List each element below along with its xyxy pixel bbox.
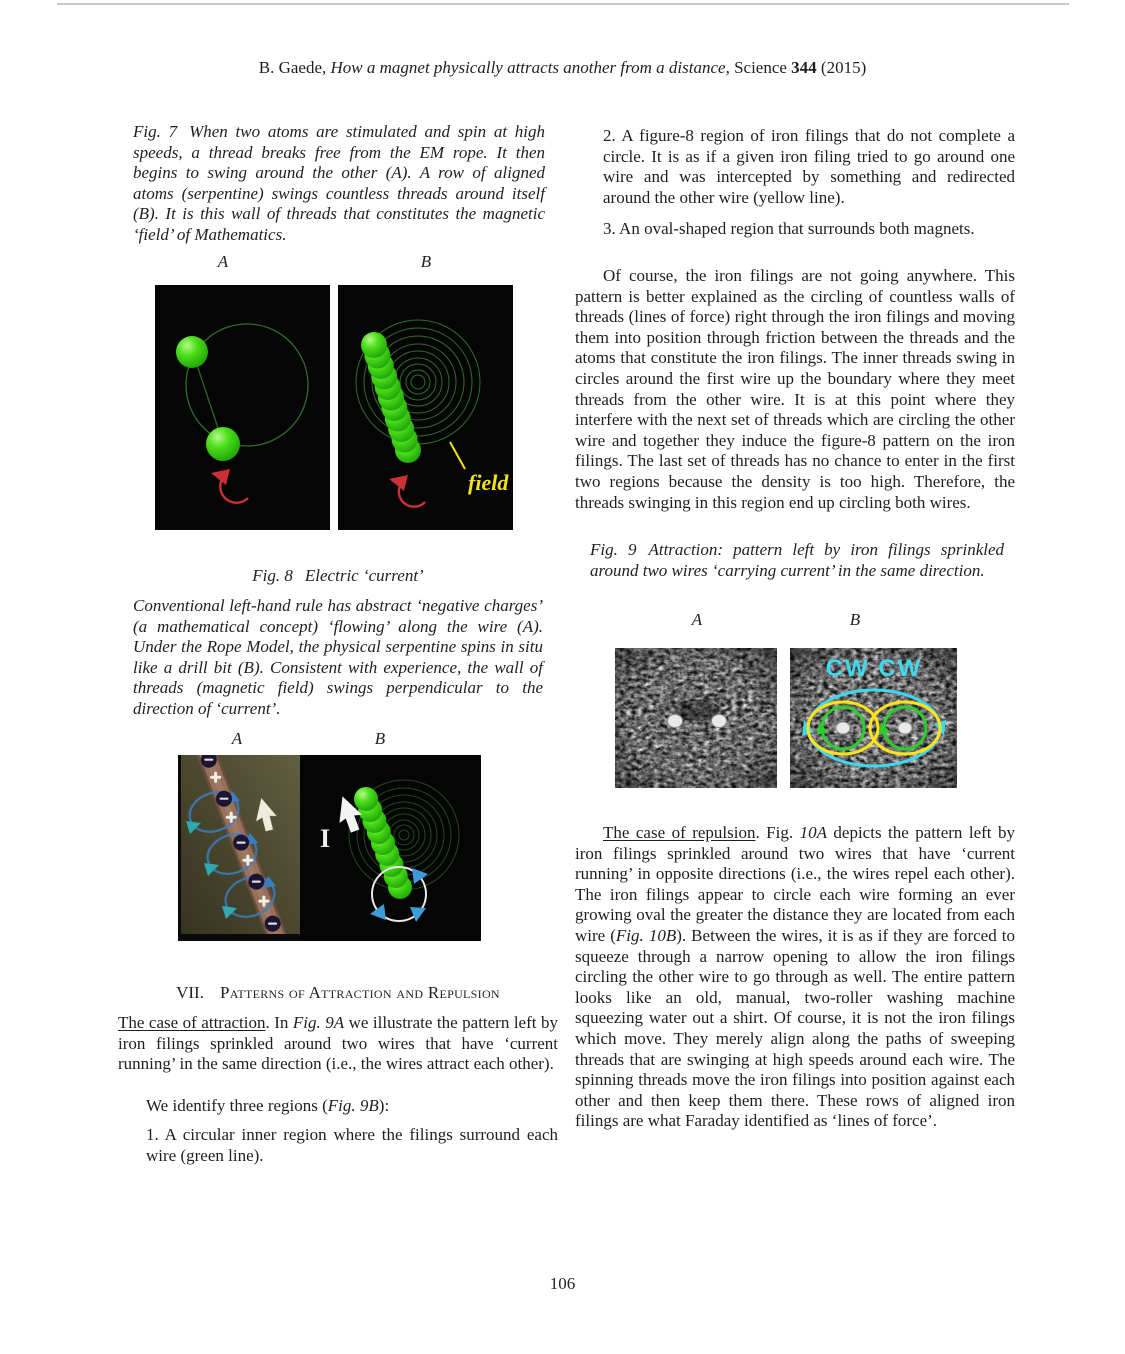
wire-dot xyxy=(712,715,727,728)
attraction-paragraph xyxy=(118,1013,558,1075)
identify-text: We identify three regions ( xyxy=(146,1096,328,1115)
section-heading xyxy=(118,983,558,1003)
fig9-caption-text: Attraction: pattern left by iron filings sprinkled around two wires ‘carrying current’ in the same direction. xyxy=(590,540,1005,580)
list-item-3: 3. An oval-shaped region that surrounds both magnets. xyxy=(603,219,975,238)
attraction-text: . In xyxy=(265,1013,293,1032)
fig7-panel-a-image xyxy=(155,285,330,530)
header-paper-title: How a magnet physically attracts another from a distance xyxy=(330,58,726,77)
fig7-panel-b-label: B xyxy=(420,252,432,271)
header-journal: , Science xyxy=(725,58,792,77)
fig7-caption xyxy=(133,122,545,246)
list-item-1: 1. A circular inner region where the filings surround each wire (green line). xyxy=(146,1125,558,1165)
fig10b-reference: Fig. 10B xyxy=(615,925,677,945)
repulsion-lead: The case of repulsion xyxy=(603,823,756,842)
left-column xyxy=(118,0,558,1354)
fig9-panel-b-label: B xyxy=(849,610,861,629)
fig9b-reference: Fig. 9B xyxy=(327,1096,379,1115)
atom-ball xyxy=(206,427,240,461)
fig8-panel-a-image xyxy=(178,755,300,941)
section-number: VII. xyxy=(176,983,204,1002)
attraction-text: we illustrate the pattern left by iron filings sprinkled around two wires that have ‘current running’ in the same direction (i.e., the wires attract each other). xyxy=(118,1013,558,1074)
fig8-caption xyxy=(118,566,558,587)
fig7-caption-label: Fig. 7 xyxy=(133,122,178,141)
fig7-caption-text: When two atoms are stimulated and spin at high speeds, a thread breaks free from the EM rope. It then begins to swing around the other (A). A row of aligned atoms (serpentine) swings countless threads around itself (B). It is this wall of threads that constitutes the magnetic ‘field’ of Mathematics. xyxy=(133,122,545,244)
identify-line xyxy=(118,1096,558,1117)
wire-dot xyxy=(898,722,912,734)
fig10a-reference: 10A xyxy=(799,823,827,842)
fig8-panel-a-label: A xyxy=(231,729,243,748)
header-volume: 344 xyxy=(791,58,817,77)
header-year: (2015) xyxy=(816,58,867,77)
wire-dot xyxy=(668,715,683,728)
repulsion-text: depicts the pattern left by iron filings sprinkled around two wires that have ‘current running’ in opposite directions (i.e., the wires repel each other). The iron filings appear to circle each wire forming an ever growing oval the greater the distance they are located from each wire ( xyxy=(575,823,1015,945)
header-authors: B. Gaede, xyxy=(258,58,331,77)
fig9-caption-label: Fig. 9 xyxy=(590,540,637,559)
fig7-panel-a-label: A xyxy=(217,252,229,271)
list-item-2: 2. A figure-8 region of iron filings that do not complete a circle. It is as if a given iron filing tried to go around one wire and was intercepted by something and redirected around the other wire (yellow line). xyxy=(603,126,1015,207)
fig8-caption-title: Electric ‘current’ xyxy=(304,566,424,585)
fig8-panel-b-label: B xyxy=(374,729,386,748)
fig8-panel-b-image xyxy=(300,755,481,941)
wire-dot xyxy=(836,722,850,734)
identify-text: ): xyxy=(378,1096,390,1115)
fig9-panel-a-image xyxy=(615,648,777,788)
repulsion-text: . Fig. xyxy=(755,823,800,842)
page-number: 106 xyxy=(549,1274,576,1293)
fig8-caption-label: Fig. 8 xyxy=(252,566,293,585)
right-column xyxy=(575,0,1015,1354)
attraction-lead: The case of attraction xyxy=(118,1013,266,1032)
fig9-panel-a-label: A xyxy=(691,610,703,629)
fig9-caption xyxy=(590,540,1004,581)
fig7-panel-b-image xyxy=(338,285,513,530)
field-annotation: field xyxy=(468,470,509,495)
repulsion-text: ). Between the wires, it is as if they are forced to squeeze through a narrow opening to allow the iron filings circling the other wire to go through as well. The entire pattern looks like an old, manual, two-roller washing machine squeezing water out a shirt. Of course, it is not the iron filings which move. They merely align along the paths of sweeping threads that are swinging at high speeds around each wire. The spinning threads move the iron filings into position against each other and then keep them there. These rows of aligned iron filings are what Faraday identified as ‘lines of force’. xyxy=(575,925,1015,1131)
section-title: Patterns of Attraction and Repulsion xyxy=(219,983,500,1002)
atom-ball xyxy=(176,336,208,368)
fig9-panel-b-image xyxy=(790,648,957,788)
current-symbol: I xyxy=(320,824,331,853)
explanation-paragraph: Of course, the iron filings are not going anywhere. This pattern is better explained as the circling of countless walls of threads (lines of force) right through the iron filings and moving them into position through friction between the threads and the atoms that constitute the iron filings. The inner threads swing in circles around the first wire up the boundary where they meet threads from the other wire. It is at this point where they interfere with the next set of threads which are circling the other wire and together they induce the figure-8 pattern on the iron filings. The last set of threads has no chance to enter in the first two regions because the density is too high. Therefore, the threads swinging in this region end up circling both wires. xyxy=(575,266,1015,512)
cw-annotation: CW CW xyxy=(825,655,923,682)
fig8-note: Conventional left-hand rule has abstract ‘negative charges’ (a mathematical concept) ‘flowing’ along the wire (A). Under the Rope Model, the physical serpentine spins in situ like a drill bit (B). Consistent with experience, the wall of threads (magnetic field) swings perpendicular to the direction of ‘current’. xyxy=(133,596,543,718)
fig9a-reference: Fig. 9A xyxy=(292,1013,345,1032)
repulsion-paragraph xyxy=(575,823,1015,1132)
